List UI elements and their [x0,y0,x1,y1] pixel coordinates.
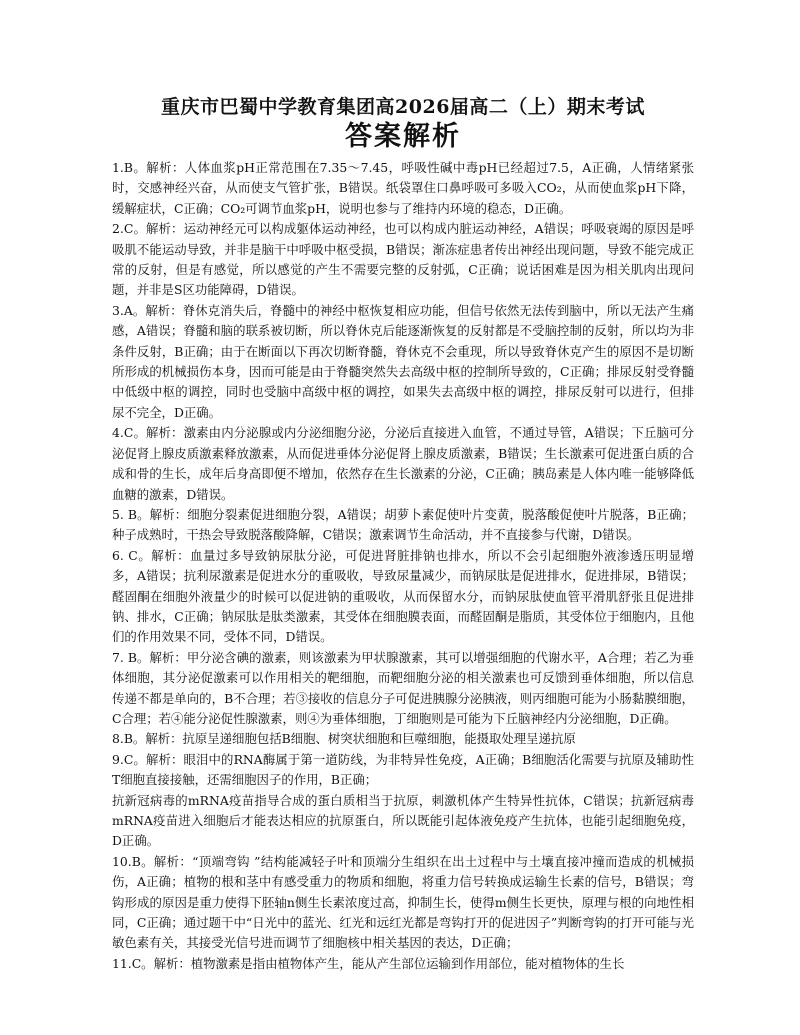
answer-paragraph-1: 1.B。解析：人体血浆pH正常范围在7.35～7.45，呼吸性碱中毒pH已经超过7.5，A正确，人情绪紧张时，交感神经兴奋，从而使支气管扩张，B错误。纸袋罩住口鼻呼吸可多吸入CO₂，从而使血浆pH下降，缓解症状，C正确；CO₂可调节血浆pH，说明也参与了维持内环境的稳态，D正确。 [112,160,694,216]
answer-document [112,94,694,974]
document-subtitle: 答案解析 [345,121,461,152]
answer-paragraph-3: 3.A。解析：脊休克消失后，脊髓中的神经中枢恢复相应功能，但信号依然无法传到脑中，所以无法产生痛感，A错误；脊髓和脑的联系被切断，所以脊休克后能逐渐恢复的反射都是不受脑控制的反射，所以均为非条件反射，B正确；由于在断面以下再次切断脊髓，脊休克不会重现，所以导致脊休克产生的原因不是切断所形成的机械损伤本身，因而可能是由于脊髓突然失去高级中枢的控制所导致的，C正确；排尿反射受脊髓中低级中枢的调控，同时也受脑中高级中枢的调控，如果失去高级中枢的调控，排尿反射可以进行，但排尿不完全，D正确。 [112,302,694,420]
answer-paragraph-5: 5. B。解析：细胞分裂素促进细胞分裂，A错误；胡萝卜素促使叶片变黄，脱落酸促使叶片脱落，B正确；种子成熟时，干热会导致脱落酸降解，C错误；激素调节生命活动，并不直接参与代谢，D错误。 [112,506,694,543]
answer-paragraph-10: 10.B。解析：“顶端弯钩 ”结构能减轻子叶和顶端分生组织在出土过程中与土壤直接冲撞而造成的机械损伤，A正确；植物的根和茎中有感受重力的物质和细胞，将重力信号转换成运输生长素的信号，B错误；弯钩形成的原因是重力使得下胚轴n侧生长素浓度过高，抑制生长，使得m侧生长更快，原理与根的向地性相同，C正确；通过题干中“日光中的蓝光、红光和远红光都是弯钩打开的促进因子”判断弯钩的打开可能与光敏色素有关，其接受光信号进而调节了细胞核中相关基因的表达，D正确； [112,853,694,951]
answer-paragraph-2: 2.C。解析：运动神经元可以构成躯体运动神经，也可以构成内脏运动神经，A错误；呼吸衰竭的原因是呼吸肌不能运动导致，并非是脑干中呼吸中枢受损，B错误；渐冻症患者传出神经出现问题，导致不能完成正常的反射，但是有感觉，所以感觉的产生不需要完整的反射弧，C正确；说话困难是因为相关肌肉出现问题，并非是S区功能障碍，D错误。 [112,221,694,298]
answer-paragraph-4: 4.C。解析：激素由内分泌腺或内分泌细胞分泌，分泌后直接进入血管，不通过导管，A错误；下丘脑可分泌促肾上腺皮质激素释放激素，从而促进垂体分泌促肾上腺皮质激素，B错误；生长激素可促进蛋白质的合成和骨的生长，成年后身高即便不增加，依然存在生长激素的分泌，C正确；胰岛素是人体内唯一能够降低血糖的激素，D错误。 [112,425,694,502]
answer-paragraph-6: 6. C。解析：血量过多导致钠尿肽分泌，可促进肾脏排钠也排水，所以不会引起细胞外液渗透压明显增多，A错误；抗利尿激素是促进水分的重吸收，导致尿量减少，而钠尿肽是促进排水，促进排尿，B错误；醛固酮在细胞外液量少的时候可以促进钠的重吸收，从而保留水分，而钠尿肽使血管平滑肌舒张且促进排钠、排水，C正确；钠尿肽是肽类激素，其受体在细胞膜表面，而醛固酮是脂质，其受体位于细胞内，且他们的作用效果不同，受体不同，D错误。 [112,547,694,645]
answer-paragraph-7: 7. B。解析：甲分泌含碘的激素，则该激素为甲状腺激素，其可以增强细胞的代谢水平，A合理；若乙为垂体细胞，其分泌促激素可以作用相关的靶细胞，而靶细胞分泌的相关激素也可反馈到垂体细胞，所以信息传递不都是单向的，B不合理；若③接收的信息分子可促进胰腺分泌胰液，则丙细胞可能为小肠黏膜细胞，C合理；若④能分泌促性腺激素，则④为垂体细胞，丁细胞则是可能为下丘脑神经内分泌细胞，D正确。 [112,649,694,726]
answer-paragraph-9: 9.C。解析：眼泪中的RNA酶属于第一道防线，为非特异性免疫，A正确；B细胞活化需要与抗原及辅助性T细胞直接接触，还需细胞因子的作用，B正确； [112,751,694,788]
exam-title: 重庆市巴蜀中学教育集团高2026届高二（上）期末考试 [161,96,645,118]
answer-body [112,158,694,974]
answer-paragraph-11: 11.C。解析：植物激素是指由植物体产生，能从产生部位运输到作用部位，能对植物体的生长 [112,955,625,971]
answer-paragraph-9-continued: 抗新冠病毒的mRNA疫苗指导合成的蛋白质相当于抗原，刺激机体产生特异性抗体，C错误；抗新冠病毒mRNA疫苗进入细胞后才能表达相应的抗原蛋白，所以既能引起体液免疫产生抗体，也能引起细胞免疫，D正确。 [112,792,694,849]
answer-paragraph-8: 8.B。解析：抗原呈递细胞包括B细胞、树突状细胞和巨噬细胞，能摄取处理呈递抗原 [112,731,576,747]
